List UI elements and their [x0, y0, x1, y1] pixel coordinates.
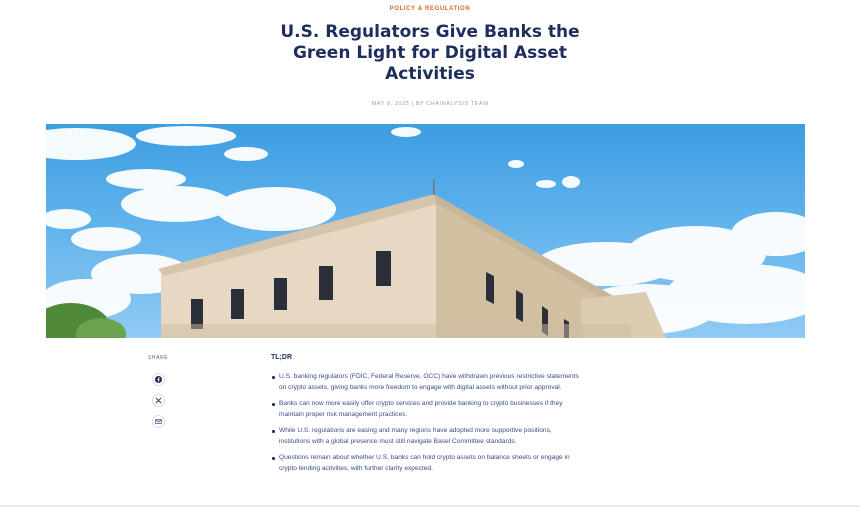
- list-item: Banks can now more easily offer crypto services and provide banking to crypto businesses if they maintain proper risk management practices.: [272, 399, 582, 420]
- list-item: U.S. banking regulators (FDIC, Federal Reserve, OCC) have withdrawn previous restrictive statements on crypto assets, giving banks more freedom to engage with digital assets without prior approval.: [272, 372, 582, 393]
- article-byline: MAY 8, 2025 | BY CHAINALYSIS TEAM: [371, 101, 489, 107]
- article-category[interactable]: POLICY & REGULATION: [389, 6, 471, 12]
- share-x-button[interactable]: [152, 394, 165, 407]
- tldr-heading: TL;DR: [271, 354, 292, 361]
- article-title: U.S. Regulators Give Banks the Green Light for Digital Asset Activities: [280, 22, 580, 84]
- hero-image: [46, 124, 805, 338]
- x-icon: [155, 397, 162, 404]
- building-photo-icon: [46, 124, 805, 338]
- mail-icon: [155, 418, 162, 425]
- facebook-icon: [155, 376, 162, 383]
- share-email-button[interactable]: [152, 415, 165, 428]
- share-label: SHARE: [148, 355, 169, 361]
- share-facebook-button[interactable]: [152, 373, 165, 386]
- list-item: Questions remain about whether U.S. banks can hold crypto assets on balance sheets or engage in crypto lending activities, with further clarity expected.: [272, 453, 582, 474]
- tldr-list: [272, 372, 582, 480]
- list-item: While U.S. regulations are easing and many regions have adopted more supportive positions, institutions with a global presence must still navigate Basel Committee standards.: [272, 426, 582, 447]
